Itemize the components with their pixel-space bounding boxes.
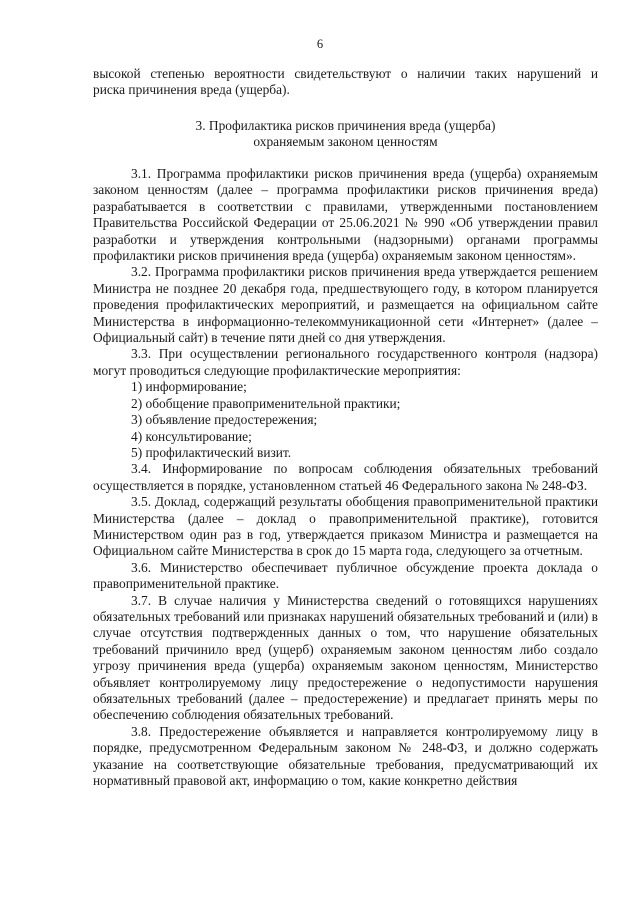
section-body [93, 166, 598, 789]
paragraph-3-8: 3.8. Предостережение объявляется и направляется контролируемому лицу в порядке, предусмотренном Федеральным законом № 248-ФЗ, и должно содержать указание на соответствующие обязательные требования, предусматривающий их нормативный правовой акт, информацию о том, какие конкретно действия [93, 723, 598, 789]
paragraph-3-4: 3.4. Информирование по вопросам соблюдения обязательных требований осуществляется в порядке, установленном статьей 46 Федерального закона № 248-ФЗ. [93, 461, 598, 493]
intro-line-2: риска причинения вреда (ущерба). [93, 82, 290, 98]
paragraph-3-2: 3.2. Программа профилактики рисков причинения вреда утверждается решением Министра не позднее 20 декабря года, предшествующего году, в котором планируется проведения профилактических мероприятий, и размещается на официальном сайте Министерства в информационно-телекоммуникационной сети «Интернет» (далее – Официальный сайт) в течение пяти дней со дня утверждения. [93, 264, 598, 346]
section-heading-line-2: охраняемым законом ценностям [253, 134, 438, 150]
list-item: 5) профилактический визит. [131, 444, 292, 460]
paragraph-3-1: 3.1. Программа профилактики рисков причинения вреда (ущерба) охраняемым законом ценностям (далее – программа профилактики рисков причинения вреда) разрабатывается в соответствии с правилами, утвержденными постановлением Правительства Российской Федерации от 25.06.2021 № 990 «Об утверждении правил разработки и утверждения контрольными (надзорными) органами программы профилактики рисков причинения вреда (ущерба) охраняемым законом ценностям». [93, 166, 598, 264]
list-item: 2) обобщение правоприменительной практики; [131, 395, 401, 411]
section-heading-line-1: 3. Профилактика рисков причинения вреда (ущерба) [195, 118, 496, 133]
intro-line-1: высокой степенью вероятности свидетельствуют о наличии таких нарушений и [93, 66, 598, 81]
paragraph-3-5: 3.5. Доклад, содержащий результаты обобщения правоприменительной практики Министерства (далее – доклад о правоприменительной практике), готовится Министерством один раз в год, утверждается приказом Министра и размещается на Официальном сайте Министерства в срок до 15 марта года, следующего за отчетным. [93, 494, 598, 559]
list-item: 1) информирование; [131, 379, 247, 395]
list-item: 3) объявление предостережения; [131, 412, 318, 428]
paragraph-3-3: 3.3. При осуществлении регионального государственного контроля (надзора) могут проводиться следующие профилактические мероприятия: [93, 346, 598, 378]
section-heading [93, 118, 598, 151]
paragraph-3-6: 3.6. Министерство обеспечивает публичное обсуждение проекта доклада о правоприменительной практике. [93, 559, 598, 592]
intro-fragment [93, 66, 598, 99]
page-number: 6 [316, 37, 324, 51]
list-item: 4) консультирование; [131, 428, 252, 444]
paragraph-3-7: 3.7. В случае наличия у Министерства сведений о готовящихся нарушениях обязательных требований или признаках нарушений обязательных требований и (или) в случае отсутствия подтвержденных данных о том, что нарушение обязательных требований причинило вред (ущерб) охраняемым законом ценностям либо создало угрозу причинения вреда (ущерба) охраняемым законом ценностям, Министерство объявляет контролируемому лицу предостережение о недопустимости нарушения обязательных требований (далее – предостережение) и предлагает принять меры по обеспечению соблюдения обязательных требований. [93, 592, 598, 723]
